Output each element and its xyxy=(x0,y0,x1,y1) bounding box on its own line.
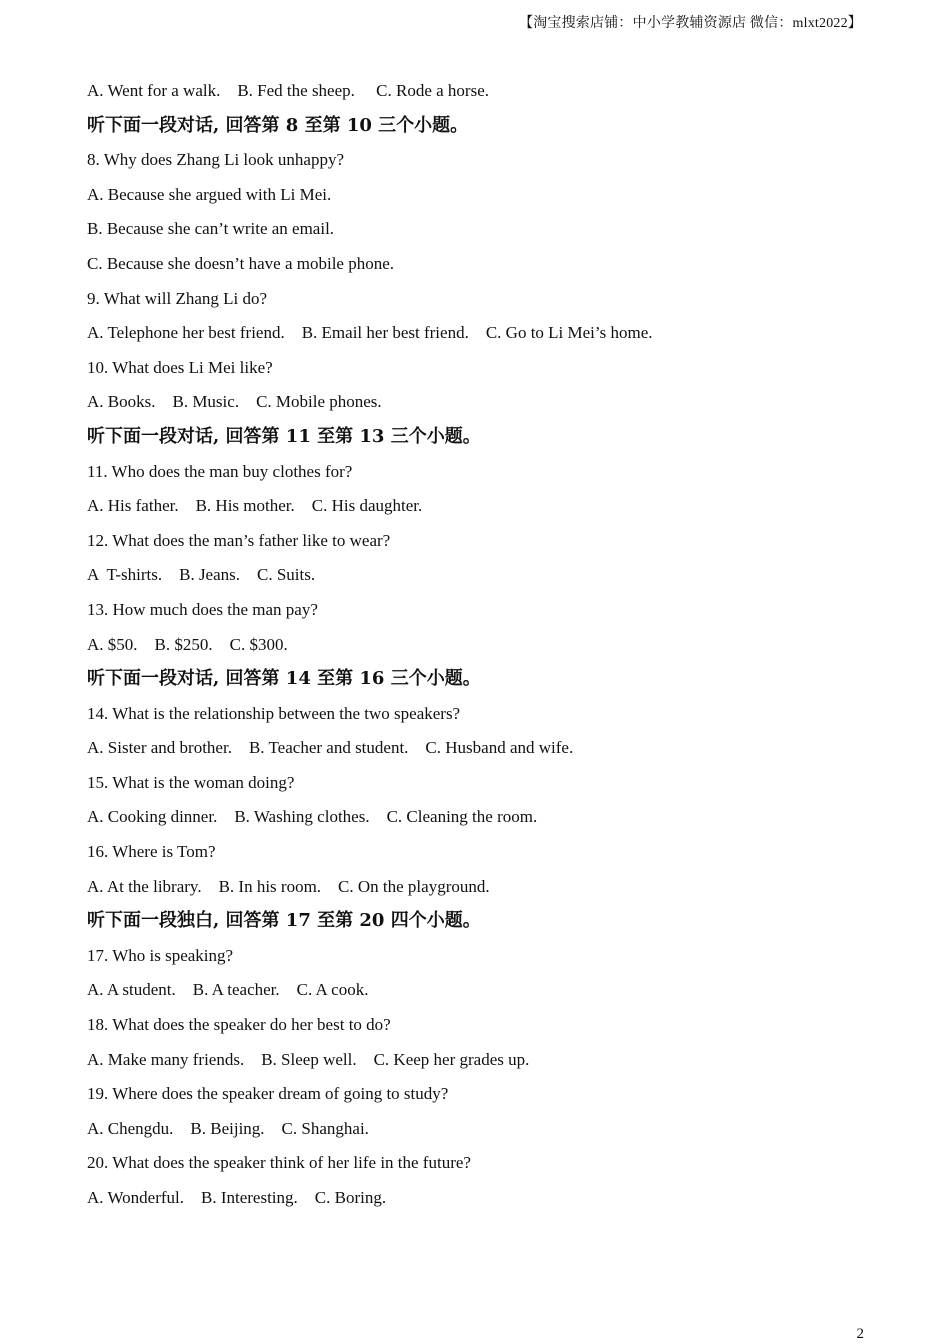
options-q20: A. Wonderful. B. Interesting. C. Boring. xyxy=(87,1188,387,1207)
question-18: 18. What does the speaker do her best to do? xyxy=(87,1015,391,1035)
options-q12: A T-shirts. B. Jeans. C. Suits. xyxy=(87,565,316,585)
options-q7: A. Went for a walk. B. Fed the sheep. C. Rode a horse. xyxy=(87,81,489,100)
question-13: 13. How much does the man pay? xyxy=(87,599,318,619)
option-8b: B. Because she can’t write an email. xyxy=(87,219,335,239)
question-10: 10. What does Li Mei like? xyxy=(87,357,273,377)
option-8c: C. Because she doesn’t have a mobile phone. xyxy=(87,253,395,273)
options-q9: A. Telephone her best friend. B. Email her best friend. C. Go to Li Mei’s home. xyxy=(87,323,653,343)
option-8a: A. Because she argued with Li Mei. xyxy=(87,184,332,204)
options-q10: A. Books. B. Music. C. Mobile phones. xyxy=(87,392,382,412)
question-8: 8. Why does Zhang Li look unhappy? xyxy=(87,150,345,170)
section-heading-q14-16: 听下面一段对话, 回答第 14 至第 16 三个小题。 xyxy=(87,668,481,690)
options-q18: A. Make many friends. B. Sleep well. C. Keep her grades up. xyxy=(87,1049,530,1069)
options-q16: A. At the library. B. In his room. C. On the playground. xyxy=(87,876,490,896)
question-17: 17. Who is speaking? xyxy=(87,945,234,965)
options-q14: A. Sister and brother. B. Teacher and student. C. Husband and wife. xyxy=(87,738,574,758)
question-15: 15. What is the woman doing? xyxy=(87,772,295,792)
question-11: 11. Who does the man buy clothes for? xyxy=(87,461,353,481)
page-number: 2 xyxy=(856,1326,864,1342)
question-14: 14. What is the relationship between the two speakers? xyxy=(87,703,461,723)
section-heading-q17-20: 听下面一段独白, 回答第 17 至第 20 四个小题。 xyxy=(87,910,481,932)
question-19: 19. Where does the speaker dream of going to study? xyxy=(87,1084,449,1104)
question-12: 12. What does the man’s father like to wear? xyxy=(87,530,391,550)
options-q17: A. A student. B. A teacher. C. A cook. xyxy=(87,980,369,1000)
store-header: 【淘宝搜索店铺：中小学教辅资源店 微信：mlxt2022】 xyxy=(519,16,862,31)
question-9: 9. What will Zhang Li do? xyxy=(87,288,268,308)
section-heading-q11-13: 听下面一段对话, 回答第 11 至第 13 三个小题。 xyxy=(87,425,481,447)
question-16: 16. Where is Tom? xyxy=(87,842,216,862)
question-20: 20. What does the speaker think of her life in the future? xyxy=(87,1153,471,1173)
options-q15: A. Cooking dinner. B. Washing clothes. C. Cleaning the room. xyxy=(87,807,538,827)
options-q13: A. $50. B. $250. C. $300. xyxy=(87,634,288,654)
options-q19: A. Chengdu. B. Beijing. C. Shanghai. xyxy=(87,1118,369,1138)
exam-content xyxy=(87,78,867,1220)
options-q11: A. His father. B. His mother. C. His daughter. xyxy=(87,496,423,516)
section-heading-q8-10: 听下面一段对话, 回答第 8 至第 10 三个小题。 xyxy=(87,114,469,136)
